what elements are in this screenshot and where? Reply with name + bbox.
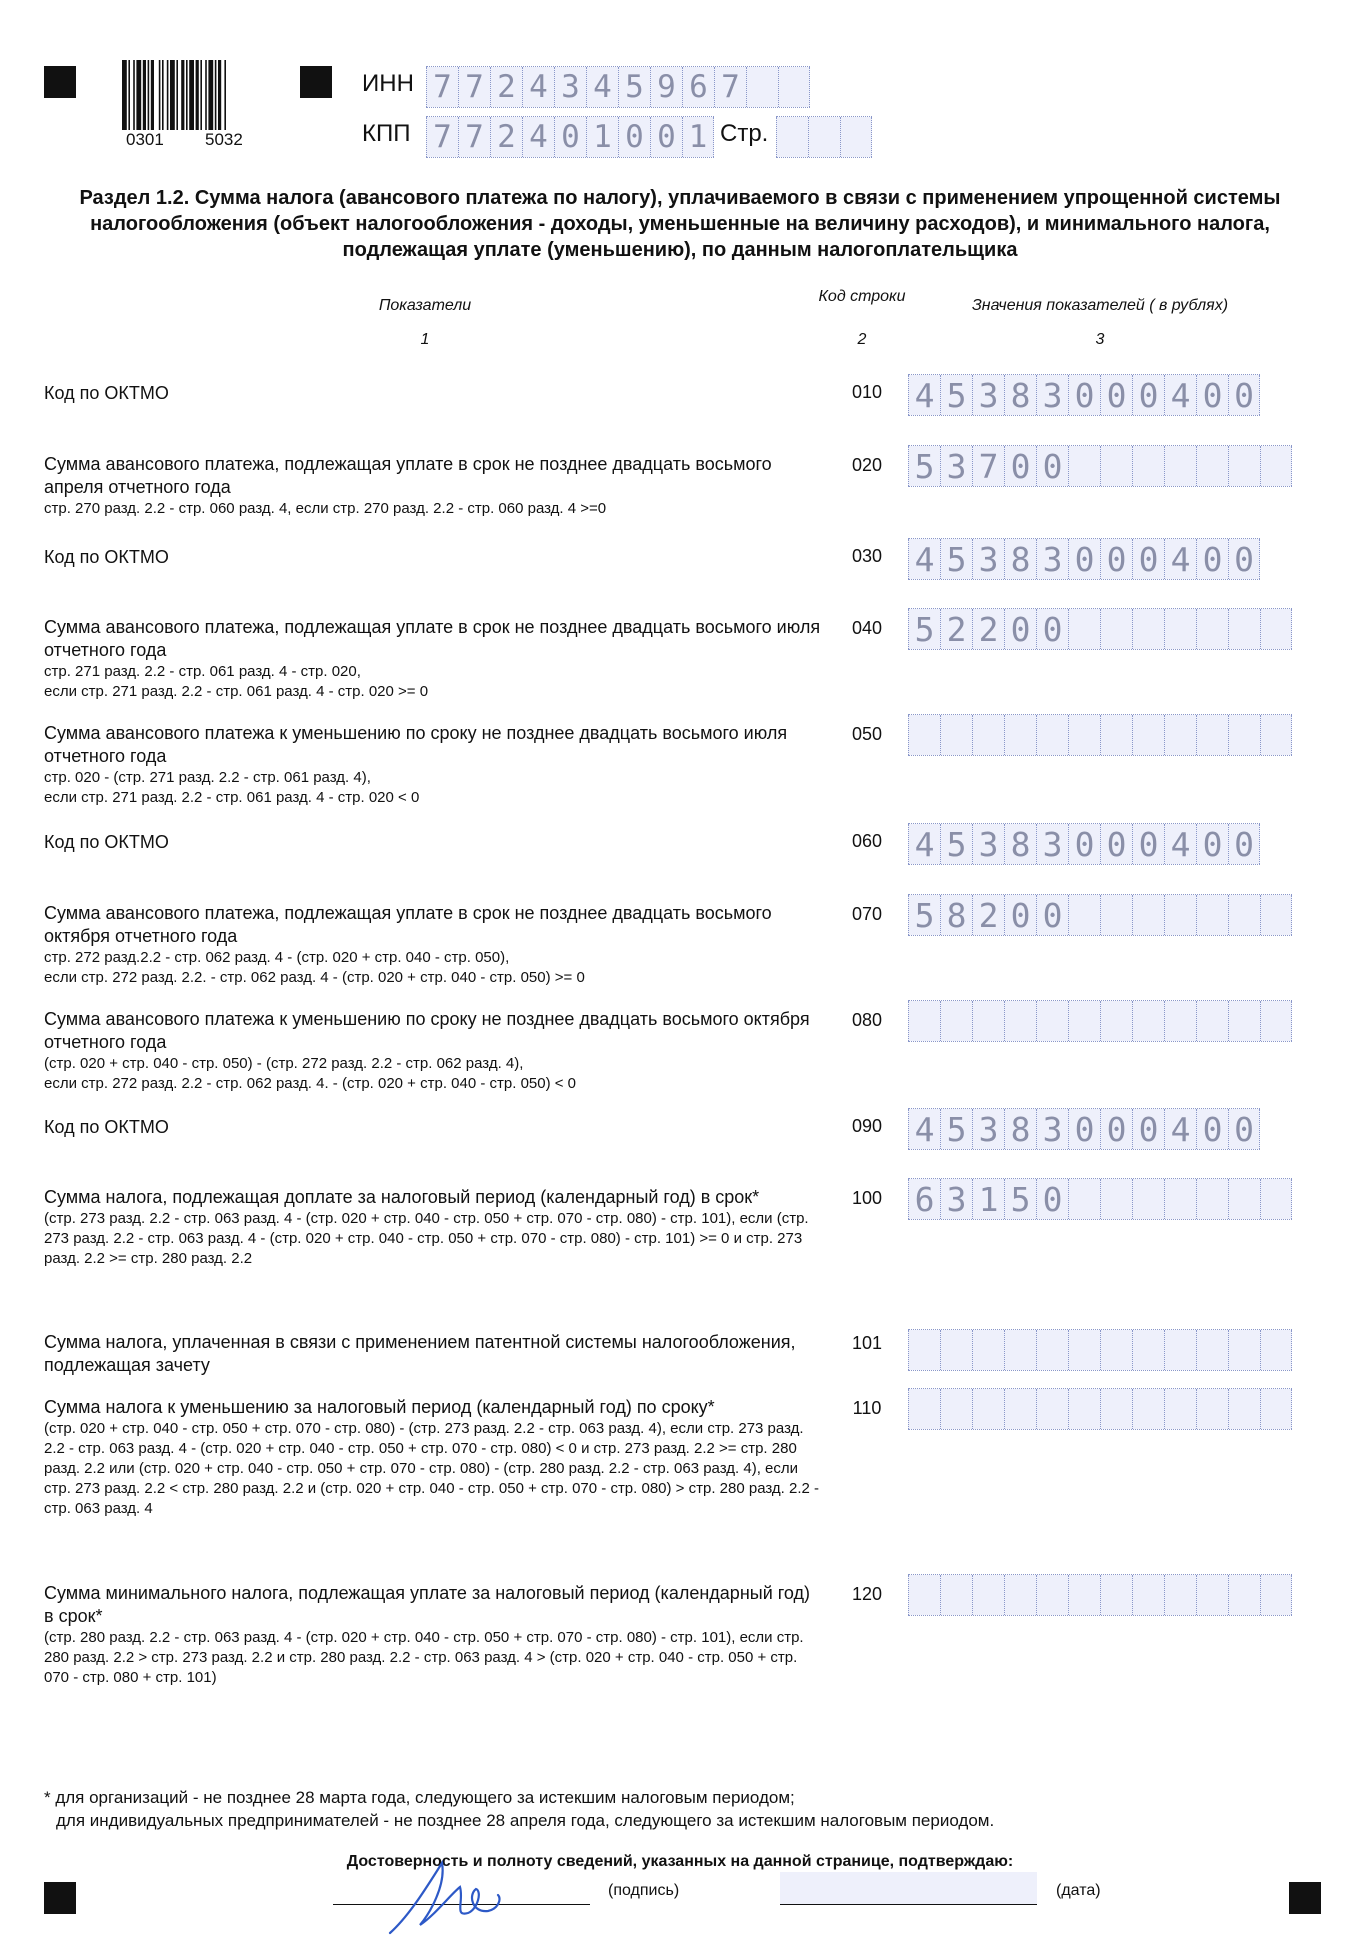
value-cell[interactable]: 0 [1196,1109,1228,1149]
value-cell[interactable] [1100,1575,1132,1615]
value-cell[interactable]: 0 [1132,824,1164,864]
value-cell[interactable] [1196,895,1228,935]
indicator-row-060-label [44,831,824,854]
value-cell[interactable]: 5 [908,895,940,935]
value-cell[interactable]: 3 [972,824,1004,864]
barcode-bar [143,60,146,130]
value-cell[interactable]: 3 [972,1109,1004,1149]
value-cell[interactable]: 4 [908,539,940,579]
value-cell[interactable] [1260,1179,1292,1219]
inn-field[interactable] [426,66,810,108]
value-cell[interactable] [1100,1389,1132,1429]
inn-cell[interactable]: 7 [426,67,458,107]
value-cell[interactable]: 2 [940,609,972,649]
value-field-070[interactable] [908,894,1292,936]
value-cell[interactable] [1132,895,1164,935]
page-cell[interactable] [776,117,808,157]
value-cell[interactable] [1228,715,1260,755]
barcode-bar [162,60,164,130]
value-cell[interactable] [1036,1001,1068,1041]
value-cell[interactable]: 8 [940,895,972,935]
value-cell[interactable] [1164,1389,1196,1429]
value-cell[interactable] [1068,446,1100,486]
value-cell[interactable]: 0 [1132,539,1164,579]
barcode-bar [205,60,207,130]
corner-marker-bottom-right [1289,1882,1321,1914]
barcode-bar [218,60,221,130]
value-field-090[interactable] [908,1108,1260,1150]
line-code-040: 040 [851,618,883,638]
value-cell[interactable]: 8 [1004,539,1036,579]
page-number-field[interactable] [776,116,872,158]
value-cell[interactable]: 0 [1196,539,1228,579]
indicator-main-text: Код по ОКТМО [44,383,169,403]
indicator-formula-text: (стр. 020 + стр. 040 - стр. 050 + стр. 070 - стр. 080) - (стр. 273 разд. 2.2 - стр. 063 разд. 4), если стр. 273 разд. 2.2 - стр. 063 разд. 4 - (стр. 020 + стр. 040 - стр. 050 + стр. 070 - стр. 080) < 0 и стр. 273 разд. 2.2 >= стр. 280 разд. 2.2 или (стр. 020 + стр. 040 - стр. 050 + стр. 070 - стр. 080) - (стр. 280 разд. 2.2 - стр. 063 разд. 4), если стр. 273 разд. 2.2 < стр. 280 разд. 2.2 и (стр. 020 + стр. 040 - стр. 050 + стр. 070 - стр. 080) > стр. 280 разд. 2.2 - стр. 063 разд. 4 [44,1420,820,1517]
value-cell[interactable]: 0 [1036,895,1068,935]
indicator-formula-text: стр. 272 разд.2.2 - стр. 062 разд. 4 - (стр. 020 + стр. 040 - стр. 050), если стр. 272 разд. 2.2. - стр. 062 разд. 4 - (стр. 020 + стр. 040 - стр. 050) >= 0 [44,949,585,986]
value-cell[interactable]: 1 [972,1179,1004,1219]
value-cell[interactable]: 3 [1036,539,1068,579]
value-cell[interactable] [908,1389,940,1429]
kpp-cell[interactable]: 1 [586,117,618,157]
barcode-number-right: 5032 [205,130,243,149]
value-cell[interactable] [940,1001,972,1041]
inn-label: ИНН [362,70,414,97]
value-cell[interactable]: 0 [1228,375,1260,415]
value-cell[interactable] [1228,1179,1260,1219]
line-code-020: 020 [851,455,883,475]
value-cell[interactable] [1004,1330,1036,1370]
value-cell[interactable] [940,1330,972,1370]
barcode-bar [200,60,202,130]
indicator-formula-text: (стр. 273 разд. 2.2 - стр. 063 разд. 4 - (стр. 020 + стр. 040 - стр. 050 + стр. 070 - стр. 080) - стр. 101), если (стр. 273 разд. 2.2 - стр. 063 разд. 4 - (стр. 020 + стр. 040 - стр. 050 + стр. 070 - стр. 080) - стр. 101) >= 0 и стр. 273 разд. 2.2 >= стр. 280 разд. 2.2 [44,1210,809,1267]
value-cell[interactable]: 0 [1228,539,1260,579]
kpp-field[interactable] [426,116,714,158]
footnote-line-2: для индивидуальных предпринимателей - не позднее 28 апреля года, следующего за истекшим налоговым периодом. [56,1811,995,1830]
value-cell[interactable] [1004,715,1036,755]
value-cell[interactable]: 0 [1228,1109,1260,1149]
value-cell[interactable] [1004,1389,1036,1429]
value-cell[interactable] [908,1330,940,1370]
value-cell[interactable] [1164,1575,1196,1615]
barcode-bar [208,60,213,130]
inn-cell[interactable]: 3 [554,67,586,107]
value-cell[interactable] [1068,1001,1100,1041]
value-cell[interactable]: 2 [972,609,1004,649]
value-cell[interactable] [1068,1330,1100,1370]
value-cell[interactable] [1068,715,1100,755]
value-cell[interactable]: 0 [1004,609,1036,649]
kpp-cell[interactable]: 0 [618,117,650,157]
indicator-formula-text: стр. 270 разд. 2.2 - стр. 060 разд. 4, если стр. 270 разд. 2.2 - стр. 060 разд. 4 >=0 [44,500,607,517]
inn-cell[interactable] [746,67,778,107]
value-cell[interactable] [1228,1575,1260,1615]
date-label: (дата) [1056,1882,1101,1899]
barcode-bar [215,60,217,130]
value-cell[interactable]: 0 [1100,1109,1132,1149]
value-cell[interactable] [1132,1001,1164,1041]
indicator-row-070-label [44,902,824,988]
indicator-main-text: Код по ОКТМО [44,547,169,567]
signature-mark [380,1855,520,1937]
value-cell[interactable] [1228,446,1260,486]
value-cell[interactable] [1196,609,1228,649]
value-field-080[interactable] [908,1000,1292,1042]
indicator-formula-text: стр. 020 - (стр. 271 разд. 2.2 - стр. 061 разд. 4), если стр. 271 разд. 2.2 - стр. 061 разд. 4 - стр. 020 < 0 [44,769,420,806]
value-field-120[interactable] [908,1574,1292,1616]
indicator-main-text: Сумма налога, подлежащая доплате за налоговый период (календарный год) в срок* [44,1187,760,1207]
barcode-bar [196,60,199,130]
inn-cell[interactable]: 2 [490,67,522,107]
value-cell[interactable] [1196,1179,1228,1219]
value-cell[interactable] [1068,895,1100,935]
indicator-main-text: Код по ОКТМО [44,1117,169,1137]
barcode-bar [170,60,175,130]
value-cell[interactable] [1164,1330,1196,1370]
value-cell[interactable]: 5 [940,1109,972,1149]
value-cell[interactable] [1196,1001,1228,1041]
indicator-row-020-label [44,453,824,519]
value-cell[interactable] [908,715,940,755]
kpp-cell[interactable]: 1 [682,117,714,157]
value-cell[interactable] [1100,895,1132,935]
value-cell[interactable] [1164,1001,1196,1041]
value-cell[interactable]: 0 [1036,609,1068,649]
value-cell[interactable]: 0 [1132,375,1164,415]
inn-cell[interactable]: 4 [586,67,618,107]
value-cell[interactable] [1132,715,1164,755]
barcode-bar [148,60,150,130]
indicator-main-text: Сумма авансового платежа, подлежащая уплате в срок не позднее двадцать восьмого июля отчетного года [44,617,821,660]
value-cell[interactable] [1228,609,1260,649]
value-cell[interactable] [1164,609,1196,649]
value-cell[interactable] [1164,895,1196,935]
barcode-bar [128,60,130,130]
value-cell[interactable]: 0 [1196,824,1228,864]
footnote-line-1: * для организаций - не позднее 28 марта года, следующего за истекшим налоговым периодом; [44,1788,795,1807]
value-cell[interactable]: 7 [972,446,1004,486]
value-field-040[interactable] [908,608,1292,650]
value-cell[interactable] [1100,1001,1132,1041]
value-cell[interactable] [1260,715,1292,755]
indicator-main-text: Сумма авансового платежа, подлежащая уплате в срок не позднее двадцать восьмого октября отчетного года [44,903,772,946]
value-cell[interactable]: 2 [972,895,1004,935]
indicator-row-050-label [44,722,824,808]
barcode-bar [224,60,226,130]
line-code-070: 070 [851,904,883,924]
kpp-cell[interactable]: 2 [490,117,522,157]
value-cell[interactable] [1100,1179,1132,1219]
indicator-row-010-label [44,382,824,405]
value-cell[interactable]: 5 [908,609,940,649]
value-cell[interactable]: 0 [1004,446,1036,486]
value-cell[interactable] [908,1001,940,1041]
barcode-bar [159,60,161,130]
inn-cell[interactable]: 6 [682,67,714,107]
indicator-main-text: Сумма авансового платежа, подлежащая уплате в срок не позднее двадцать восьмого апреля отчетного года [44,454,772,497]
value-cell[interactable] [940,715,972,755]
value-cell[interactable]: 6 [908,1179,940,1219]
indicator-main-text: Сумма авансового платежа к уменьшению по сроку не позднее двадцать восьмого июля отчетного года [44,723,788,766]
value-cell[interactable] [940,1575,972,1615]
value-cell[interactable] [972,1001,1004,1041]
value-cell[interactable] [1196,446,1228,486]
section-title: Раздел 1.2. Сумма налога (авансового платежа по налогу), уплачиваемого в связи с применением упрощенной системы налогообложения (объект налогообложения - доходы, уменьшенные на величину расходов), и минимального налога, подлежащая уплате (уменьшению), по данным налогоплательщика [79,187,1281,261]
value-cell[interactable]: 5 [940,824,972,864]
indicator-formula-text: (стр. 280 разд. 2.2 - стр. 063 разд. 4 - (стр. 020 + стр. 040 - стр. 050 + стр. 070 - стр. 080) - стр. 101), если стр. 280 разд. 2.2 > стр. 273 разд. 2.2 и стр. 280 разд. 2.2 - стр. 063 разд. 4 > (стр. 020 + стр. 040 - стр. 050 + стр. 070 - стр. 080 + стр. 101) [44,1629,804,1686]
corner-marker-bottom-left [44,1882,76,1914]
kpp-cell[interactable]: 7 [426,117,458,157]
value-cell[interactable] [1100,609,1132,649]
value-cell[interactable] [1228,895,1260,935]
value-cell[interactable]: 5 [940,539,972,579]
line-code-030: 030 [851,546,883,566]
value-cell[interactable] [1228,1330,1260,1370]
value-field-030[interactable] [908,538,1260,580]
value-cell[interactable] [1132,446,1164,486]
value-cell[interactable]: 0 [1228,824,1260,864]
value-field-010[interactable] [908,374,1260,416]
barcode-bar [186,60,188,130]
column-header-values: Значения показателей ( в рублях) [971,297,1229,314]
barcode-bar [133,60,135,130]
value-cell[interactable] [1196,1330,1228,1370]
indicator-row-080-label [44,1008,824,1094]
line-code-100: 100 [851,1188,883,1208]
value-cell[interactable]: 5 [940,375,972,415]
indicator-row-110-label [44,1396,824,1519]
line-code-090: 090 [851,1116,883,1136]
value-cell[interactable]: 0 [1100,824,1132,864]
barcode-bar [136,60,141,130]
value-cell[interactable] [1100,715,1132,755]
value-cell[interactable]: 4 [908,1109,940,1149]
value-cell[interactable]: 0 [1068,375,1100,415]
indicator-main-text: Сумма минимального налога, подлежащая уплате за налоговый период (календарный год) в срок* [44,1583,811,1626]
value-cell[interactable]: 4 [908,375,940,415]
inn-cell[interactable] [778,67,810,107]
kpp-cell[interactable]: 0 [554,117,586,157]
value-cell[interactable] [972,1389,1004,1429]
value-cell[interactable]: 8 [1004,1109,1036,1149]
value-cell[interactable] [1260,1389,1292,1429]
value-cell[interactable]: 3 [940,446,972,486]
value-cell[interactable] [1196,715,1228,755]
value-cell[interactable] [972,715,1004,755]
indicator-row-101-label [44,1331,824,1377]
value-cell[interactable] [940,1389,972,1429]
value-cell[interactable]: 0 [1036,446,1068,486]
page-cell[interactable] [808,117,840,157]
value-cell[interactable] [1132,609,1164,649]
corner-marker-top-right [300,66,332,98]
indicator-row-030-label [44,546,824,569]
date-line [780,1904,1037,1905]
value-cell[interactable]: 3 [940,1179,972,1219]
value-cell[interactable]: 3 [1036,824,1068,864]
value-cell[interactable] [1132,1389,1164,1429]
value-cell[interactable] [1132,1575,1164,1615]
value-cell[interactable]: 0 [1036,1179,1068,1219]
value-cell[interactable] [1100,1330,1132,1370]
value-cell[interactable] [1164,1179,1196,1219]
value-cell[interactable]: 0 [1100,375,1132,415]
value-cell[interactable]: 3 [1036,1109,1068,1149]
signature-label: (подпись) [608,1882,680,1899]
value-cell[interactable]: 0 [1068,1109,1100,1149]
value-cell[interactable]: 3 [1036,375,1068,415]
line-code-060: 060 [851,831,883,851]
value-cell[interactable] [1100,446,1132,486]
value-cell[interactable]: 4 [908,824,940,864]
value-cell[interactable] [908,1575,940,1615]
value-cell[interactable] [1068,609,1100,649]
indicator-row-040-label [44,616,824,702]
value-cell[interactable]: 5 [1004,1179,1036,1219]
value-cell[interactable]: 0 [1132,1109,1164,1149]
kpp-cell[interactable]: 4 [522,117,554,157]
page-cell[interactable] [840,117,872,157]
value-cell[interactable] [1260,895,1292,935]
indicator-row-090-label [44,1116,824,1139]
value-cell[interactable] [1196,1575,1228,1615]
column-header-line-code: Код строки [818,288,906,305]
value-cell[interactable]: 4 [1164,375,1196,415]
value-cell[interactable]: 8 [1004,375,1036,415]
column-header-indicators-num: 1 [420,331,430,348]
line-code-080: 080 [851,1010,883,1030]
barcode-number-left: 0301 [126,130,164,149]
inn-cell[interactable]: 4 [522,67,554,107]
value-field-101[interactable] [908,1329,1292,1371]
value-field-050[interactable] [908,714,1292,756]
value-cell[interactable] [1036,1330,1068,1370]
indicator-row-100-label [44,1186,824,1269]
value-cell[interactable]: 4 [1164,539,1196,579]
value-field-020[interactable] [908,445,1292,487]
page-label: Стр. [720,120,769,147]
value-cell[interactable] [1164,715,1196,755]
barcode-bar [189,60,194,130]
kpp-label: КПП [362,120,411,147]
value-cell[interactable]: 0 [1196,375,1228,415]
date-field[interactable] [780,1872,1037,1904]
value-cell[interactable]: 8 [1004,824,1036,864]
indicator-main-text: Код по ОКТМО [44,832,169,852]
kpp-cell[interactable]: 7 [458,117,490,157]
barcode [122,60,269,130]
barcode-bar [167,60,169,130]
value-cell[interactable]: 0 [1100,539,1132,579]
value-cell[interactable] [1004,1001,1036,1041]
value-cell[interactable] [1228,1001,1260,1041]
indicator-main-text: Сумма налога к уменьшению за налоговый период (календарный год) по сроку* [44,1397,715,1417]
value-cell[interactable] [972,1575,1004,1615]
value-field-110[interactable] [908,1388,1292,1430]
value-cell[interactable] [1260,446,1292,486]
inn-cell[interactable]: 9 [650,67,682,107]
inn-cell[interactable]: 5 [618,67,650,107]
value-cell[interactable]: 0 [1068,539,1100,579]
value-cell[interactable] [1004,1575,1036,1615]
value-cell[interactable]: 4 [1164,1109,1196,1149]
barcode-bar [122,60,127,130]
line-code-120: 120 [851,1584,883,1604]
line-code-050: 050 [851,724,883,744]
value-field-100[interactable] [908,1178,1292,1220]
footnote [44,1786,994,1832]
kpp-cell[interactable]: 0 [650,117,682,157]
column-header-indicators: Показатели [378,297,472,314]
indicator-formula-text: (стр. 020 + стр. 040 - стр. 050) - (стр. 272 разд. 2.2 - стр. 062 разд. 4), если стр. 272 разд. 2.2 - стр. 062 разд. 4. - (стр. 020 + стр. 040 - стр. 050) < 0 [44,1055,577,1092]
value-cell[interactable]: 0 [1068,824,1100,864]
line-code-101: 101 [851,1333,883,1353]
corner-marker-top-left [44,66,76,98]
value-cell[interactable] [1068,1179,1100,1219]
value-cell[interactable] [1068,1389,1100,1429]
value-cell[interactable] [1036,1389,1068,1429]
confirmation-text: Достоверность и полноту сведений, указанных на данной странице, подтверждаю: [346,1853,1014,1870]
value-cell[interactable] [1260,1001,1292,1041]
value-cell[interactable] [1228,1389,1260,1429]
barcode-bar [181,60,184,130]
line-code-010: 010 [851,382,883,402]
column-header-values-num: 3 [1095,331,1105,348]
value-cell[interactable] [1132,1330,1164,1370]
value-cell[interactable] [1260,1330,1292,1370]
value-cell[interactable]: 0 [1004,895,1036,935]
indicator-main-text: Сумма авансового платежа к уменьшению по сроку не позднее двадцать восьмого октября отчетного года [44,1009,810,1052]
value-cell[interactable]: 3 [972,375,1004,415]
value-cell[interactable] [1260,609,1292,649]
inn-cell[interactable]: 7 [714,67,746,107]
value-cell[interactable] [1132,1179,1164,1219]
value-field-060[interactable] [908,823,1260,865]
barcode-bar [176,60,178,130]
value-cell[interactable] [1036,1575,1068,1615]
value-cell[interactable] [1196,1389,1228,1429]
column-header-line-code-num: 2 [857,331,867,348]
value-cell[interactable]: 4 [1164,824,1196,864]
inn-cell[interactable]: 7 [458,67,490,107]
value-cell[interactable] [1068,1575,1100,1615]
value-cell[interactable] [1036,715,1068,755]
indicator-formula-text: стр. 271 разд. 2.2 - стр. 061 разд. 4 - стр. 020, если стр. 271 разд. 2.2 - стр. 061 разд. 4 - стр. 020 >= 0 [44,663,429,700]
value-cell[interactable] [1164,446,1196,486]
indicator-row-120-label [44,1582,824,1688]
value-cell[interactable] [1260,1575,1292,1615]
value-cell[interactable]: 3 [972,539,1004,579]
barcode-bar [151,60,154,130]
indicator-main-text: Сумма налога, уплаченная в связи с применением патентной системы налогообложения, подлежащая зачету [44,1332,796,1375]
value-cell[interactable]: 5 [908,446,940,486]
line-code-110: 110 [852,1398,882,1418]
value-cell[interactable] [972,1330,1004,1370]
